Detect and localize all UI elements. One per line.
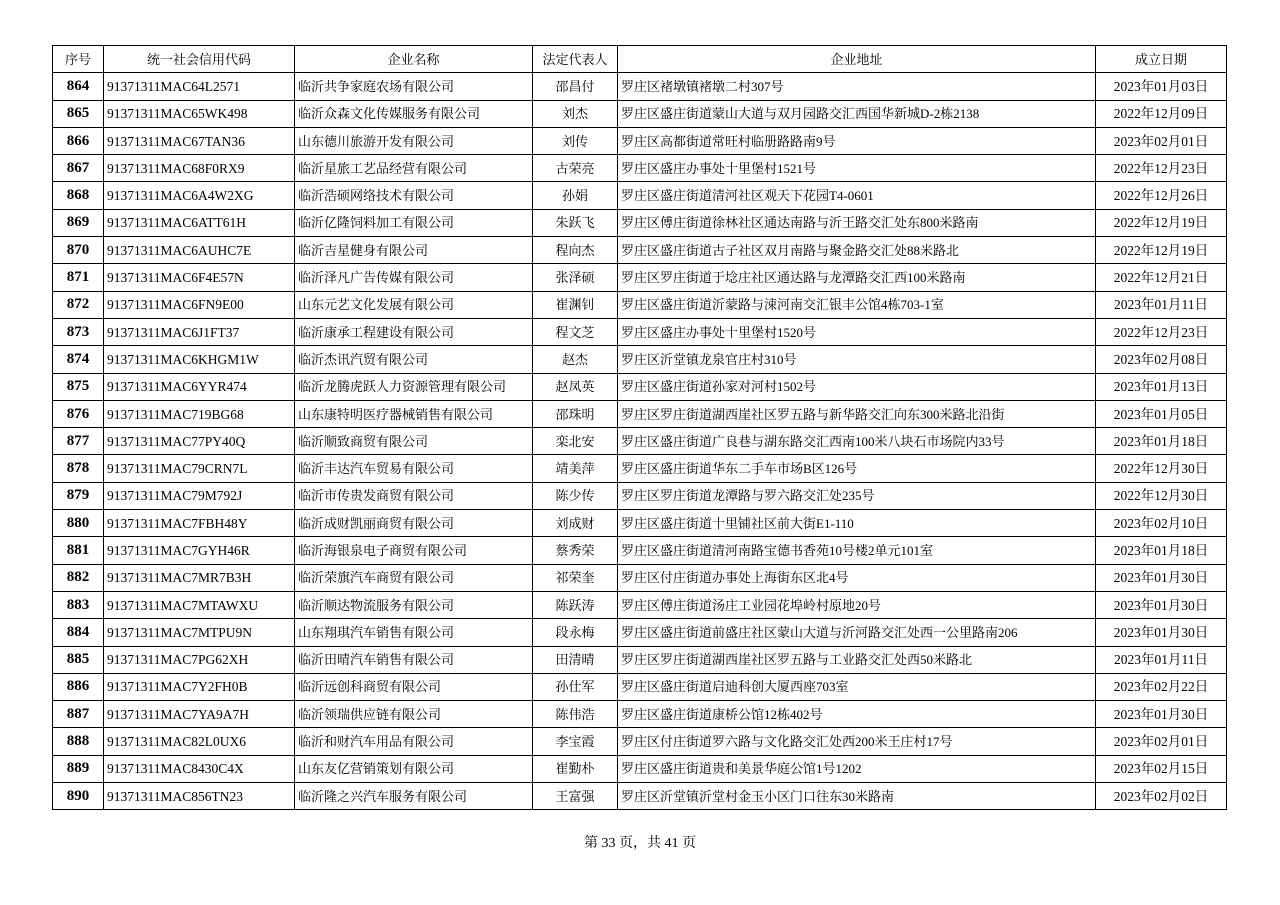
row-established-date: 2022年12月23日	[1096, 318, 1227, 345]
row-company-name: 临沂田晴汽车销售有限公司	[295, 646, 533, 673]
row-company-name: 临沂亿隆饲料加工有限公司	[295, 209, 533, 236]
row-company-name: 临沂星旅工艺品经营有限公司	[295, 155, 533, 182]
row-credit-code: 91371311MAC79CRN7L	[104, 455, 295, 482]
row-address: 罗庄区盛庄街道华东二手车市场B区126号	[618, 455, 1096, 482]
row-credit-code: 91371311MAC7MR7B3H	[104, 564, 295, 591]
row-legal-rep: 王富强	[533, 783, 618, 810]
row-credit-code: 91371311MAC6FN9E00	[104, 291, 295, 318]
row-credit-code: 91371311MAC8430C4X	[104, 755, 295, 782]
row-credit-code: 91371311MAC7FBH48Y	[104, 510, 295, 537]
row-established-date: 2023年02月02日	[1096, 783, 1227, 810]
row-address: 罗庄区付庄街道罗六路与文化路交汇处西200米王庄村17号	[618, 728, 1096, 755]
row-company-name: 山东翔琪汽车销售有限公司	[295, 619, 533, 646]
row-credit-code: 91371311MAC79M792J	[104, 482, 295, 509]
row-company-name: 临沂领瑞供应链有限公司	[295, 701, 533, 728]
row-legal-rep: 孙仕军	[533, 673, 618, 700]
row-established-date: 2022年12月19日	[1096, 237, 1227, 264]
row-company-name: 临沂成财凯丽商贸有限公司	[295, 510, 533, 537]
row-address: 罗庄区罗庄街道湖西崖社区罗五路与工业路交汇处西50米路北	[618, 646, 1096, 673]
table-row	[53, 646, 1227, 673]
row-credit-code: 91371311MAC77PY40Q	[104, 428, 295, 455]
row-established-date: 2023年01月18日	[1096, 428, 1227, 455]
row-credit-code: 91371311MAC7PG62XH	[104, 646, 295, 673]
row-legal-rep: 陈跃涛	[533, 591, 618, 618]
row-address: 罗庄区盛庄街道孙家对河村1502号	[618, 373, 1096, 400]
table-row	[53, 155, 1227, 182]
row-credit-code: 91371311MAC6F4E57N	[104, 264, 295, 291]
row-serial: 890	[53, 783, 104, 810]
row-address: 罗庄区盛庄街道清河南路宝德书香苑10号楼2单元101室	[618, 537, 1096, 564]
row-credit-code: 91371311MAC6AUHC7E	[104, 237, 295, 264]
header-address: 企业地址	[618, 46, 1096, 73]
row-credit-code: 91371311MAC6A4W2XG	[104, 182, 295, 209]
row-legal-rep: 邵昌付	[533, 73, 618, 100]
row-legal-rep: 李宝霞	[533, 728, 618, 755]
row-established-date: 2023年02月08日	[1096, 346, 1227, 373]
table-body	[53, 73, 1227, 810]
row-credit-code: 91371311MAC68F0RX9	[104, 155, 295, 182]
row-company-name: 临沂荣旗汽车商贸有限公司	[295, 564, 533, 591]
header-company-name: 企业名称	[295, 46, 533, 73]
header-credit-code: 统一社会信用代码	[104, 46, 295, 73]
row-company-name: 临沂众森文化传媒服务有限公司	[295, 100, 533, 127]
row-established-date: 2022年12月21日	[1096, 264, 1227, 291]
row-company-name: 临沂吉星健身有限公司	[295, 237, 533, 264]
row-credit-code: 91371311MAC7MTAWXU	[104, 591, 295, 618]
row-credit-code: 91371311MAC6YYR474	[104, 373, 295, 400]
row-legal-rep: 祁荣奎	[533, 564, 618, 591]
row-serial: 877	[53, 428, 104, 455]
row-serial: 887	[53, 701, 104, 728]
row-established-date: 2023年01月30日	[1096, 591, 1227, 618]
header-serial: 序号	[53, 46, 104, 73]
row-legal-rep: 刘传	[533, 127, 618, 154]
row-established-date: 2023年02月10日	[1096, 510, 1227, 537]
row-address: 罗庄区傅庄街道徐林社区通达南路与沂王路交汇处东800米路南	[618, 209, 1096, 236]
table-row	[53, 701, 1227, 728]
table-row	[53, 73, 1227, 100]
row-established-date: 2022年12月30日	[1096, 482, 1227, 509]
row-address: 罗庄区罗庄街道于埝庄社区通达路与龙潭路交汇西100米路南	[618, 264, 1096, 291]
row-credit-code: 91371311MAC6J1FT37	[104, 318, 295, 345]
row-address: 罗庄区罗庄街道湖西崖社区罗五路与新华路交汇向东300米路北沿街	[618, 400, 1096, 427]
row-serial: 871	[53, 264, 104, 291]
table-row	[53, 591, 1227, 618]
row-legal-rep: 赵凤英	[533, 373, 618, 400]
row-credit-code: 91371311MAC6ATT61H	[104, 209, 295, 236]
row-serial: 864	[53, 73, 104, 100]
row-credit-code: 91371311MAC7Y2FH0B	[104, 673, 295, 700]
table-row	[53, 318, 1227, 345]
table-row	[53, 209, 1227, 236]
row-established-date: 2023年01月05日	[1096, 400, 1227, 427]
row-established-date: 2023年01月30日	[1096, 564, 1227, 591]
row-address: 罗庄区盛庄街道沂蒙路与涑河南交汇银丰公馆4栋703-1室	[618, 291, 1096, 318]
row-credit-code: 91371311MAC82L0UX6	[104, 728, 295, 755]
table-row	[53, 182, 1227, 209]
row-company-name: 临沂泽凡广告传媒有限公司	[295, 264, 533, 291]
row-legal-rep: 程向杰	[533, 237, 618, 264]
row-address: 罗庄区盛庄街道十里铺社区前大街E1-110	[618, 510, 1096, 537]
table-row	[53, 127, 1227, 154]
row-legal-rep: 栾北安	[533, 428, 618, 455]
row-serial: 865	[53, 100, 104, 127]
row-established-date: 2022年12月30日	[1096, 455, 1227, 482]
row-address: 罗庄区盛庄街道前盛庄社区蒙山大道与沂河路交汇处西一公里路南206	[618, 619, 1096, 646]
table-row	[53, 291, 1227, 318]
row-serial: 883	[53, 591, 104, 618]
row-serial: 869	[53, 209, 104, 236]
row-legal-rep: 田清晴	[533, 646, 618, 673]
row-address: 罗庄区盛庄办事处十里堡村1520号	[618, 318, 1096, 345]
row-serial: 888	[53, 728, 104, 755]
row-address: 罗庄区高都街道常旺村临册路路南9号	[618, 127, 1096, 154]
row-address: 罗庄区盛庄街道康桥公馆12栋402号	[618, 701, 1096, 728]
row-serial: 875	[53, 373, 104, 400]
header-legal-rep: 法定代表人	[533, 46, 618, 73]
row-company-name: 山东友亿营销策划有限公司	[295, 755, 533, 782]
row-company-name: 临沂海银泉电子商贸有限公司	[295, 537, 533, 564]
row-established-date: 2023年01月30日	[1096, 619, 1227, 646]
row-company-name: 山东元艺文化发展有限公司	[295, 291, 533, 318]
row-established-date: 2023年02月15日	[1096, 755, 1227, 782]
row-legal-rep: 古荣亮	[533, 155, 618, 182]
table-row	[53, 673, 1227, 700]
row-company-name: 临沂共争家庭农场有限公司	[295, 73, 533, 100]
table-row	[53, 373, 1227, 400]
row-company-name: 临沂康承工程建设有限公司	[295, 318, 533, 345]
row-serial: 879	[53, 482, 104, 509]
table-row	[53, 400, 1227, 427]
row-credit-code: 91371311MAC7MTPU9N	[104, 619, 295, 646]
row-company-name: 临沂和财汽车用品有限公司	[295, 728, 533, 755]
row-legal-rep: 程文芝	[533, 318, 618, 345]
row-address: 罗庄区傅庄街道汤庄工业园花埠岭村原地20号	[618, 591, 1096, 618]
row-serial: 870	[53, 237, 104, 264]
table-row	[53, 455, 1227, 482]
row-legal-rep: 刘成财	[533, 510, 618, 537]
company-registry-table-container	[52, 45, 1226, 810]
row-company-name: 临沂顺致商贸有限公司	[295, 428, 533, 455]
row-established-date: 2023年02月22日	[1096, 673, 1227, 700]
page-number: 第 33 页，共 41 页	[584, 836, 696, 851]
table-row	[53, 510, 1227, 537]
row-credit-code: 91371311MAC6KHGM1W	[104, 346, 295, 373]
row-company-name: 临沂杰讯汽贸有限公司	[295, 346, 533, 373]
row-established-date: 2023年01月18日	[1096, 537, 1227, 564]
table-row	[53, 482, 1227, 509]
row-legal-rep: 邵珠明	[533, 400, 618, 427]
row-legal-rep: 靖美萍	[533, 455, 618, 482]
table-row	[53, 428, 1227, 455]
row-legal-rep: 朱跃飞	[533, 209, 618, 236]
row-address: 罗庄区付庄街道办事处上海街东区北4号	[618, 564, 1096, 591]
row-serial: 876	[53, 400, 104, 427]
row-credit-code: 91371311MAC7GYH46R	[104, 537, 295, 564]
row-legal-rep: 陈少传	[533, 482, 618, 509]
table-row	[53, 728, 1227, 755]
row-credit-code: 91371311MAC67TAN36	[104, 127, 295, 154]
row-serial: 868	[53, 182, 104, 209]
row-legal-rep: 孙娟	[533, 182, 618, 209]
row-company-name: 临沂丰达汽车贸易有限公司	[295, 455, 533, 482]
row-serial: 889	[53, 755, 104, 782]
row-established-date: 2023年01月11日	[1096, 291, 1227, 318]
row-company-name: 临沂龙腾虎跃人力资源管理有限公司	[295, 373, 533, 400]
row-serial: 872	[53, 291, 104, 318]
row-address: 罗庄区罗庄街道龙潭路与罗六路交汇处235号	[618, 482, 1096, 509]
row-established-date: 2023年01月30日	[1096, 701, 1227, 728]
row-established-date: 2022年12月23日	[1096, 155, 1227, 182]
row-established-date: 2022年12月09日	[1096, 100, 1227, 127]
row-company-name: 临沂远创科商贸有限公司	[295, 673, 533, 700]
row-address: 罗庄区沂堂镇沂堂村金玉小区门口往东30米路南	[618, 783, 1096, 810]
row-credit-code: 91371311MAC65WK498	[104, 100, 295, 127]
row-company-name: 临沂市传贵发商贸有限公司	[295, 482, 533, 509]
row-company-name: 山东德川旅游开发有限公司	[295, 127, 533, 154]
table-row	[53, 237, 1227, 264]
table-row	[53, 537, 1227, 564]
row-serial: 874	[53, 346, 104, 373]
table-row	[53, 264, 1227, 291]
row-address: 罗庄区沂堂镇龙泉官庄村310号	[618, 346, 1096, 373]
row-address: 罗庄区盛庄街道蒙山大道与双月园路交汇西国华新城D-2栋2138	[618, 100, 1096, 127]
row-legal-rep: 崔勤朴	[533, 755, 618, 782]
row-established-date: 2023年01月11日	[1096, 646, 1227, 673]
row-serial: 878	[53, 455, 104, 482]
row-credit-code: 91371311MAC7YA9A7H	[104, 701, 295, 728]
row-serial: 884	[53, 619, 104, 646]
row-legal-rep: 刘杰	[533, 100, 618, 127]
company-registry-table	[52, 45, 1227, 810]
row-credit-code: 91371311MAC719BG68	[104, 400, 295, 427]
row-legal-rep: 段永梅	[533, 619, 618, 646]
row-address: 罗庄区盛庄街道清河社区观天下花园T4-0601	[618, 182, 1096, 209]
row-address: 罗庄区盛庄街道启迪科创大厦西座703室	[618, 673, 1096, 700]
row-legal-rep: 崔渊钊	[533, 291, 618, 318]
row-credit-code: 91371311MAC856TN23	[104, 783, 295, 810]
row-legal-rep: 赵杰	[533, 346, 618, 373]
table-row	[53, 755, 1227, 782]
row-company-name: 临沂浩硕网络技术有限公司	[295, 182, 533, 209]
row-legal-rep: 张泽硕	[533, 264, 618, 291]
row-serial: 866	[53, 127, 104, 154]
table-row	[53, 346, 1227, 373]
table-row	[53, 564, 1227, 591]
table-header-row	[53, 46, 1227, 73]
row-serial: 886	[53, 673, 104, 700]
row-established-date: 2022年12月26日	[1096, 182, 1227, 209]
row-address: 罗庄区褚墩镇褚墩二村307号	[618, 73, 1096, 100]
row-established-date: 2023年01月03日	[1096, 73, 1227, 100]
row-serial: 867	[53, 155, 104, 182]
row-legal-rep: 蔡秀荣	[533, 537, 618, 564]
row-serial: 881	[53, 537, 104, 564]
row-serial: 882	[53, 564, 104, 591]
row-company-name: 山东康特明医疗器械销售有限公司	[295, 400, 533, 427]
row-established-date: 2023年02月01日	[1096, 127, 1227, 154]
row-company-name: 临沂顺达物流服务有限公司	[295, 591, 533, 618]
row-serial: 873	[53, 318, 104, 345]
header-established-date: 成立日期	[1096, 46, 1227, 73]
row-company-name: 临沂隆之兴汽车服务有限公司	[295, 783, 533, 810]
row-address: 罗庄区盛庄街道广良巷与湖东路交汇西南100米八块石市场院内33号	[618, 428, 1096, 455]
row-address: 罗庄区盛庄街道古子社区双月南路与聚金路交汇处88米路北	[618, 237, 1096, 264]
row-legal-rep: 陈伟浩	[533, 701, 618, 728]
row-address: 罗庄区盛庄街道贵和美景华庭公馆1号1202	[618, 755, 1096, 782]
table-row	[53, 783, 1227, 810]
row-serial: 880	[53, 510, 104, 537]
row-credit-code: 91371311MAC64L2571	[104, 73, 295, 100]
row-established-date: 2023年02月01日	[1096, 728, 1227, 755]
row-established-date: 2023年01月13日	[1096, 373, 1227, 400]
row-serial: 885	[53, 646, 104, 673]
table-row	[53, 100, 1227, 127]
row-address: 罗庄区盛庄办事处十里堡村1521号	[618, 155, 1096, 182]
table-row	[53, 619, 1227, 646]
row-established-date: 2022年12月19日	[1096, 209, 1227, 236]
